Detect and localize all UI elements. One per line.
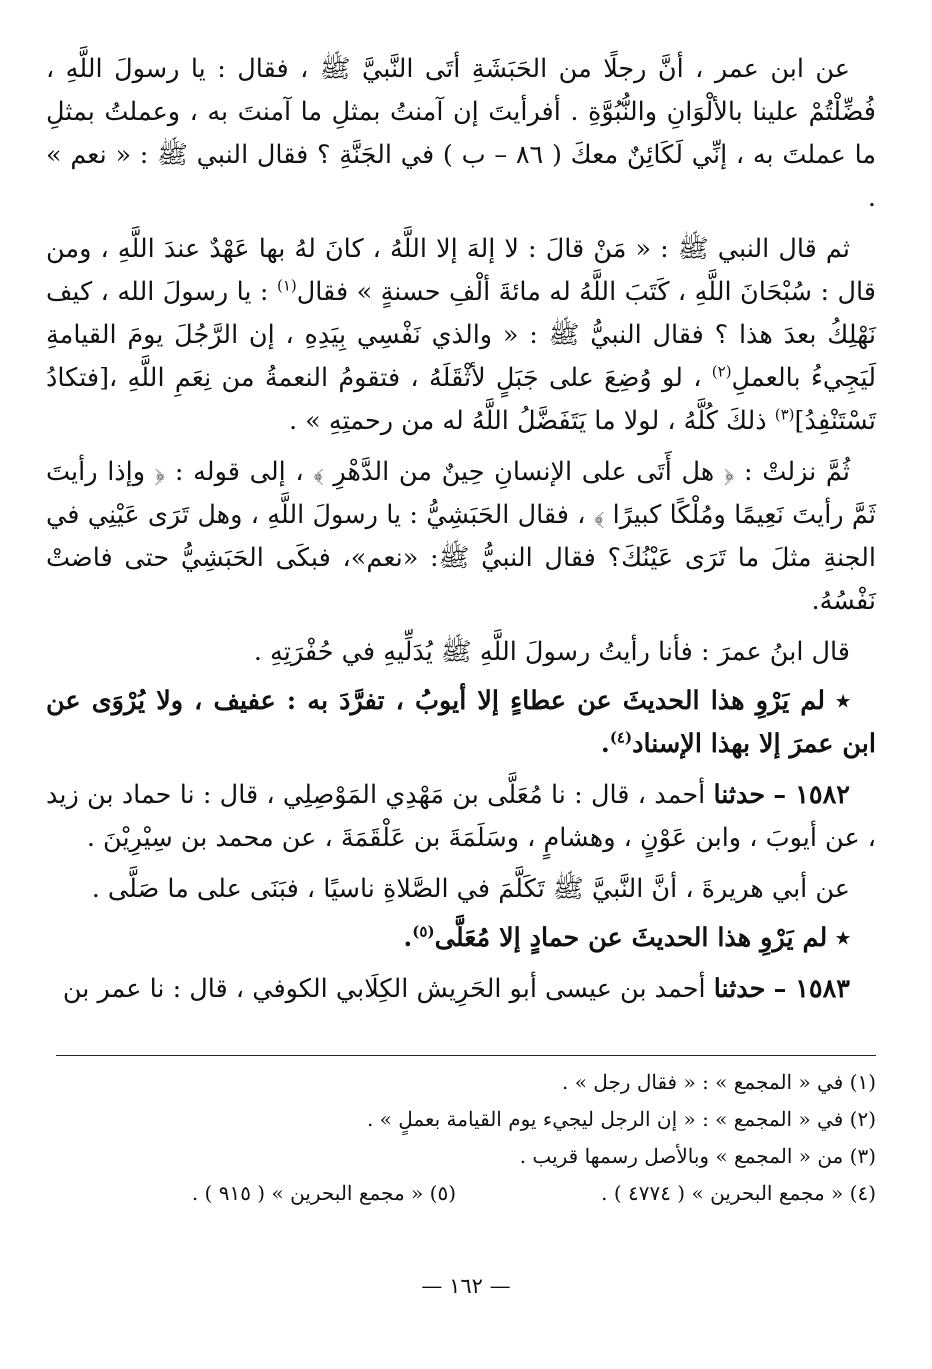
main-text — [46, 48, 876, 1011]
paragraph-text: أحمد ، قال : نا مُعَلَّى بن مَهْدِي المَوْصِلِي ، قال : نا حماد بن زيد ، عن أيوبَ ، وابن عَوْنٍ ، وهشامٍ ، وسَلَمَةَ بن عَلْقَمَةَ ، عن محمد بن سِيْرِيْنَ . — [46, 780, 876, 853]
hadith-lead-word: حدثنا — [713, 780, 766, 810]
footnote-5: (٥) « مجمع البحرين » ( ٩١٥ ) . — [191, 1181, 456, 1205]
paragraph-2 — [46, 228, 876, 443]
paragraph-text: ثم قال النبي ﷺ : « مَنْ قالَ : لا إلهَ إلا اللَّهُ ، كانَ لهُ بها عَهْدٌ عندَ اللَّهِ ، ومن قال : سُبْحَانَ اللَّهِ ، كَتَبَ اللَّهُ له مائةَ ألْفِ حسنةٍ » فقال — [46, 234, 877, 307]
paragraph-text: ، لو وُضِعَ على جَبَلٍ لأثْقَلَهُ ، فتقومُ النعمةُ من نِعَمِ اللَّهِ ،[فتكادُ تَسْتَنْفِدُ] — [46, 363, 876, 436]
paragraph-text: ٭ لم يَرْوِ هذا الحديثَ عن حمادٍ إلا مُعَلَّى — [434, 923, 850, 953]
footnote-marker[interactable]: (٥) — [412, 922, 435, 941]
footnote-3: (٣) من « المجمع » وبالأصل رسمها قريب . — [519, 1144, 876, 1168]
paragraph-text: ٭ لم يَرْوِ هذا الحديثَ عن عطاءٍ إلا أيوبُ ، تفرَّدَ به : عفيف ، ولا يُرْوَى عن ابن عمرَ إلا بهذا الإسناد — [46, 686, 876, 759]
footnote-row — [56, 1175, 876, 1212]
paragraph-text: عن ابن عمر ، أنَّ رجلًا من الحَبَشَةِ أتَى النَّبيَّ ﷺ ، فقال : يا رسولَ اللَّهِ ، فُضِّلْتُمْ علينا بالألْوَانِ والنُّبُوَّةِ . أفرأيتَ إن آمنتُ بمثلِ ما آمنتَ به ، وعملتُ بمثلِ ما عملتَ به ، إنِّي لَكَائِنٌ معكَ ( ٨٦ – ب ) في الجَنَّةِ ؟ فقال النبي ﷺ : « نعم » . — [46, 54, 876, 213]
paragraph-text: قال ابنُ عمرَ : فأنا رأيتُ رسولَ اللَّهِ ﷺ يُدَلِّيهِ في حُفْرَتِهِ . — [253, 637, 850, 667]
footnote-2: (٢) في « المجمع » : « إن الرجل ليجيء يوم القيامة بعملٍ » . — [366, 1107, 876, 1131]
footnote-marker[interactable]: (٣) — [774, 405, 795, 424]
paragraph-text: عن أبي هريرةَ ، أنَّ النَّبيَّ ﷺ تَكَلَّمَ في الصَّلاةِ ناسيًا ، فبَنَى على ما صَلَّى . — [91, 874, 850, 904]
page-number: — ١٦٢ — — [421, 1274, 511, 1298]
hadith-1582 — [46, 774, 876, 860]
hadith-1583 — [46, 968, 876, 1011]
paragraph-text: ذلكَ كُلَّهُ ، لولا ما يَتَفَضَّلُ اللَّهُ له من رحمتِهِ » . — [288, 406, 767, 436]
footnote-marker[interactable]: (١) — [276, 276, 297, 295]
footnote-1: (١) في « المجمع » : « فقال رجل » . — [561, 1070, 876, 1094]
paragraph-1 — [46, 48, 876, 220]
hadith-number: ١٥٨٣ – — [773, 974, 850, 1004]
hadith-lead-word: حدثنا — [713, 974, 766, 1004]
paragraph-3 — [46, 451, 876, 623]
hadith-number: ١٥٨٢ – — [773, 780, 850, 810]
footnote-divider — [56, 1055, 876, 1056]
paragraph-text: ثُمَّ نزلتْ : ﴿ هل أَتَى على الإنسانِ حِينٌ من الدَّهْرِ ﴾ ، إلى قوله : ﴿ وإذا رأيتَ ثَمَّ رأيتَ نَعِيمًا ومُلْكًا كبيرًا ﴾ ، فقال الحَبَشِيُّ : يا رسولَ اللَّهِ ، وهل تَرَى عَيْنِي في الجنةِ مثلَ ما تَرَى عَيْنُكَ؟ فقال النبيُّ ﷺ: «نعم»، فبكَى الحَبَشِيُّ حتى فاضتْ نَفْسُهُ. — [46, 457, 876, 616]
paragraph-text: أحمد بن عيسى أبو الحَرِيش الكِلَابي الكوفي ، قال : نا عمر بن — [62, 974, 706, 1004]
footnote-marker[interactable]: (٢) — [711, 362, 732, 381]
paragraph-text: : يا رسولَ الله ، كيف نَهْلِكُ بعدَ هذا ؟ فقال النبيُّ ﷺ : « والذي نَفْسِي بِيَدِهِ ، إن الرَّجُلَ يومَ القيامةِ لَيَجِيءُ بالعملِ — [46, 277, 876, 393]
footnotes — [56, 1064, 876, 1212]
paragraph-7 — [46, 868, 876, 911]
paragraph-8-note — [46, 917, 876, 960]
paragraph-4 — [46, 631, 876, 674]
full-stop: . — [600, 729, 610, 759]
footnote-marker[interactable]: (٤) — [609, 728, 633, 747]
paragraph-5-note — [46, 680, 876, 766]
full-stop: . — [403, 923, 413, 953]
footnote-4: (٤) « مجمع البحرين » ( ٤٧٧٤ ) . — [601, 1181, 876, 1205]
